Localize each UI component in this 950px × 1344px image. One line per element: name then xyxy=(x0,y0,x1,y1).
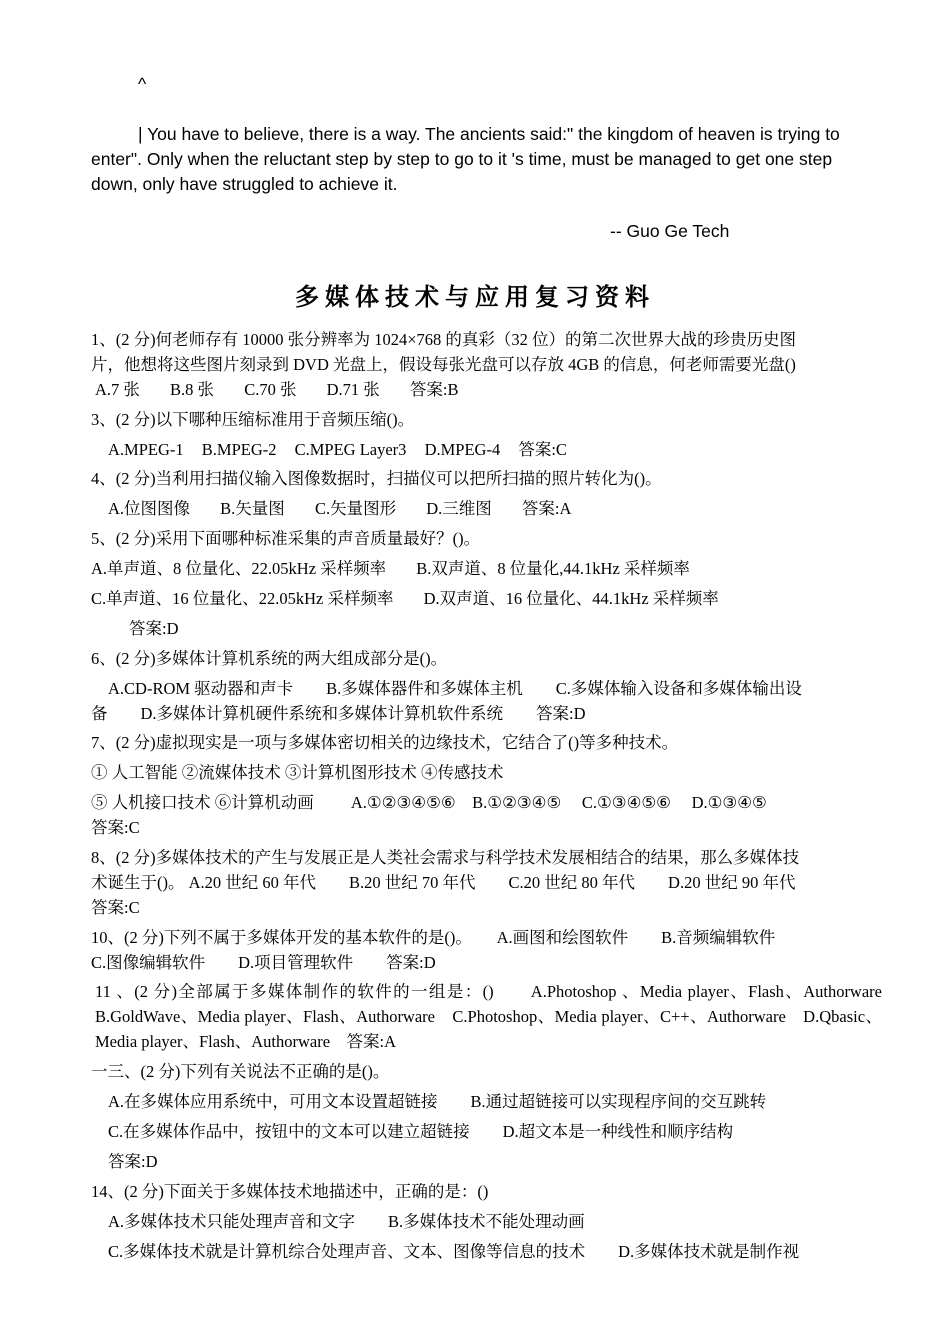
question-3-options xyxy=(91,438,882,463)
option-a: A.单声道、8 位量化、22.05kHz 采样频率 xyxy=(91,559,387,579)
question-8-line-2: 术诞生于()。 A.20 世纪 60 年代 B.20 世纪 70 年代 C.20 世纪 80 年代 D.20 世纪 90 年代 xyxy=(91,872,796,892)
question-8-answer: 答案:C xyxy=(91,897,140,917)
option-d: D.双声道、16 位量化、44.1kHz 采样频率 xyxy=(423,589,719,609)
question-13-options-line-1: A.在多媒体应用系统中，可用文本设置超链接 B.通过超链接可以实现程序间的交互跳转 xyxy=(108,1092,767,1112)
question-10-line-2: C.图像编辑软件 D.项目管理软件 答案:D xyxy=(91,952,436,972)
option-c: C.MPEG Layer3 xyxy=(294,439,407,459)
question-7-items-line-2: ⑤ 人机接口技术 ⑥计算机动画 A.①②③④⑤⑥ B.①②③④⑤ C.①③④⑤⑥ D.①③④⑤ xyxy=(91,793,767,813)
question-4-options xyxy=(91,497,882,522)
question-13-stem: 一三、(2 分)下列有关说法不正确的是()。 xyxy=(91,1062,390,1082)
quote-paragraph: | You have to believe, there is a way. The ancients said:" the kingdom of heaven is trying to enter". Only when the reluctant step by step to go to it 's time, must be managed to get one step down, only have struggled to achieve it. xyxy=(91,124,840,194)
question-5-options-row-2 xyxy=(91,587,882,612)
question-6-options-line-1: A.CD-ROM 驱动器和声卡 B.多媒体器件和多媒体主机 C.多媒体输入设备和多媒体输出设 xyxy=(108,678,802,698)
question-5-options-row-1 xyxy=(91,557,882,582)
answer: 答案:C xyxy=(518,439,567,459)
option-d: D.三维图 xyxy=(426,499,492,519)
question-4-stem: 4、(2 分)当利用扫描仪输入图像数据时，扫描仪可以把所扫描的照片转化为()。 xyxy=(91,469,662,489)
question-10-line-1: 10、(2 分)下列不属于多媒体开发的基本软件的是()。 A.画图和绘图软件 B.音频编辑软件 xyxy=(91,927,776,947)
question-6-options-line-2: 备 D.多媒体计算机硬件系统和多媒体计算机软件系统 答案:D xyxy=(91,703,586,723)
option-d: D.71 张 xyxy=(326,379,380,399)
question-8-line-1: 8、(2 分)多媒体技术的产生与发展正是人类社会需求与科学技术发展相结合的结果，那么多媒体技 xyxy=(91,848,800,868)
quote-author: -- Guo Ge Tech xyxy=(610,221,730,241)
option-b: B.MPEG-2 xyxy=(201,439,277,459)
question-1-line-1: 1、(2 分)何老师存有 10000 张分辨率为 1024×768 的真彩（32 位）的第二次世界大战的珍贵历史图 xyxy=(91,330,797,349)
question-6-stem: 6、(2 分)多媒体计算机系统的两大组成部分是()。 xyxy=(91,648,448,668)
question-11-paragraph: 11 、(2 分)全部属于多媒体制作的软件的一组是：() A.Photoshop 、Media player、Flash、Authorware B.GoldWave、Media player、Flash、Authorware C.Photoshop、Media player、C++、Authorware D.Qbasic、Media player、Flash、Authorware 答案:A xyxy=(95,982,899,1052)
option-a: A.位图图像 xyxy=(108,499,191,519)
option-c: C.70 张 xyxy=(244,379,297,399)
question-13-answer: 答案:D xyxy=(108,1151,158,1171)
question-13-options-line-2: C.在多媒体作品中，按钮中的文本可以建立超链接 D.超文本是一种线性和顺序结构 xyxy=(108,1121,734,1141)
document-body xyxy=(91,328,899,1264)
question-7-stem: 7、(2 分)虚拟现实是一项与多媒体密切相关的边缘技术，它结合了()等多种技术。 xyxy=(91,733,679,753)
option-c: C.单声道、16 位量化、22.05kHz 采样频率 xyxy=(91,589,394,609)
option-d: D.MPEG-4 xyxy=(424,439,501,459)
question-14-stem: 14、(2 分)下面关于多媒体技术地描述中，正确的是：() xyxy=(91,1181,489,1201)
option-c: C.矢量图形 xyxy=(314,499,397,519)
option-b: B.矢量图 xyxy=(220,499,285,519)
option-a: A.7 张 xyxy=(95,379,140,399)
answer: 答案:A xyxy=(521,499,572,519)
option-b: B.8 张 xyxy=(170,379,215,399)
question-3-stem: 3、(2 分)以下哪种压缩标准用于音频压缩()。 xyxy=(91,409,415,429)
question-5-answer: 答案:D xyxy=(129,618,179,638)
question-5-stem: 5、(2 分)采用下面哪种标准采集的声音质量最好？()。 xyxy=(91,529,481,549)
question-14-options-line-2: C.多媒体技术就是计算机综合处理声音、文本、图像等信息的技术 D.多媒体技术就是制作视 xyxy=(108,1241,800,1261)
question-14-options-line-1: A.多媒体技术只能处理声音和文字 B.多媒体技术不能处理动画 xyxy=(108,1211,585,1231)
option-a: A.MPEG-1 xyxy=(108,439,184,459)
question-1-line-2: 片，他想将这些图片刻录到 DVD 光盘上，假设每张光盘可以存放 4GB 的信息，何老师需要光盘() xyxy=(91,354,796,374)
document-title: 多媒体技术与应用复习资料 xyxy=(295,282,655,311)
option-b: B.双声道、8 位量化,44.1kHz 采样频率 xyxy=(416,559,690,579)
answer: 答案:B xyxy=(409,379,459,399)
question-1-options xyxy=(91,378,882,403)
question-7-items-line-1: ① 人工智能 ②流媒体技术 ③计算机图形技术 ④传感技术 xyxy=(91,763,504,783)
question-7-answer: 答案:C xyxy=(91,818,140,838)
caret-mark: ^ xyxy=(138,74,147,94)
